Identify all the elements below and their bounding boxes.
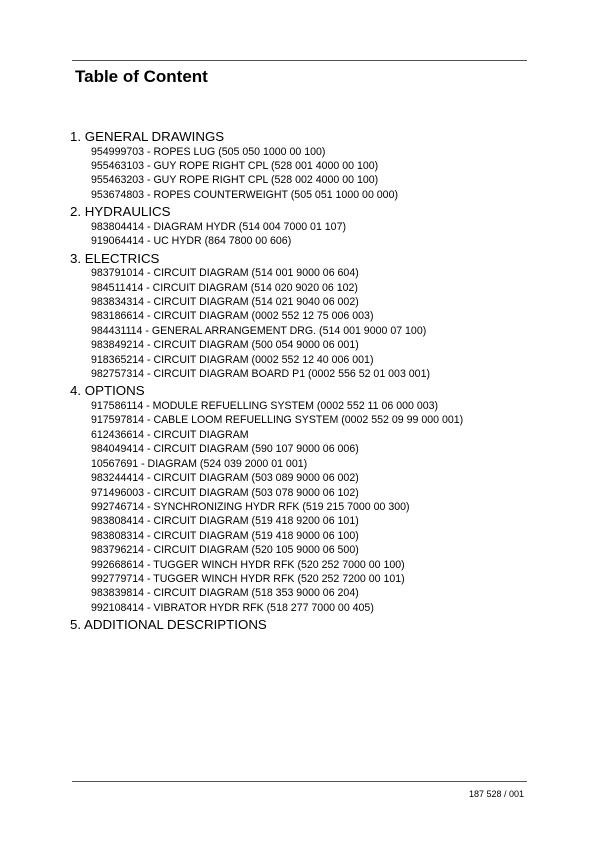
table-of-contents bbox=[70, 129, 530, 635]
document-number: 187 528 / 001 bbox=[468, 789, 524, 799]
section-item-list bbox=[70, 145, 530, 203]
toc-entry: 10567691 - DIAGRAM (524 039 2000 01 001) bbox=[91, 457, 308, 470]
header-rule bbox=[72, 60, 527, 61]
toc-entry: 955463203 - GUY ROPE RIGHT CPL (528 002 4000 00 100) bbox=[91, 174, 379, 187]
toc-entry: 918365214 - CIRCUIT DIAGRAM (0002 552 12 40 006 001) bbox=[91, 353, 374, 366]
toc-entry: 984511414 - CIRCUIT DIAGRAM (514 020 9020 06 102) bbox=[91, 281, 358, 294]
toc-entry: 992779714 - TUGGER WINCH HYDR RFK (520 252 7200 00 101) bbox=[91, 572, 405, 585]
toc-entry: 953674803 - ROPES COUNTERWEIGHT (505 051 1000 00 000) bbox=[91, 188, 398, 201]
footer-rule bbox=[72, 781, 527, 782]
toc-entry: 954999703 - ROPES LUG (505 050 1000 00 100) bbox=[91, 145, 326, 158]
toc-entry: 983804414 - DIAGRAM HYDR (514 004 7000 01 107) bbox=[91, 220, 346, 233]
toc-entry: 983849214 - CIRCUIT DIAGRAM (500 054 9000 06 001) bbox=[91, 339, 359, 352]
toc-entry: 955463103 - GUY ROPE RIGHT CPL (528 001 4000 00 100) bbox=[91, 160, 379, 172]
section-item-list bbox=[70, 266, 530, 381]
section-heading: 1. GENERAL DRAWINGS bbox=[70, 129, 225, 144]
section-item-list bbox=[70, 220, 530, 249]
toc-entry: 983796214 - CIRCUIT DIAGRAM (520 105 9000 06 500) bbox=[91, 544, 359, 557]
toc-entry: 983808314 - CIRCUIT DIAGRAM (519 418 9000 06 100) bbox=[91, 529, 359, 542]
section-heading: 4. OPTIONS bbox=[70, 383, 145, 399]
toc-entry: 983839814 - CIRCUIT DIAGRAM (518 353 9000 06 204) bbox=[91, 587, 359, 600]
section-item-list bbox=[70, 399, 530, 615]
toc-entry: 612436614 - CIRCUIT DIAGRAM bbox=[91, 428, 249, 441]
toc-entry: 992746714 - SYNCHRONIZING HYDR RFK (519 215 7000 00 300) bbox=[91, 500, 410, 513]
toc-entry: 992668614 - TUGGER WINCH HYDR RFK (520 252 7000 00 100) bbox=[91, 558, 405, 571]
toc-entry: 919064414 - UC HYDR (864 7800 00 606) bbox=[91, 235, 292, 248]
section-heading: 3. ELECTRICS bbox=[70, 250, 160, 266]
page-title: Table of Content bbox=[75, 67, 208, 86]
toc-entry: 917597814 - CABLE LOOM REFUELLING SYSTEM (0002 552 09 99 000 001) bbox=[91, 414, 464, 427]
toc-entry: 982757314 - CIRCUIT DIAGRAM BOARD P1 (0002 556 52 01 003 001) bbox=[91, 368, 430, 381]
toc-entry: 984049414 - CIRCUIT DIAGRAM (590 107 9000 06 006) bbox=[91, 443, 359, 456]
toc-entry: 983834314 - CIRCUIT DIAGRAM (514 021 9040 06 002) bbox=[91, 296, 359, 309]
toc-entry: 984431114 - GENERAL ARRANGEMENT DRG. (514 001 9000 07 100) bbox=[91, 324, 427, 337]
toc-entry: 983808414 - CIRCUIT DIAGRAM (519 418 9200 06 101) bbox=[91, 515, 359, 528]
section-heading: 5. ADDITIONAL DESCRIPTIONS bbox=[70, 617, 267, 633]
toc-entry: 992108414 - VIBRATOR HYDR RFK (518 277 7000 00 405) bbox=[91, 601, 374, 614]
toc-entry: 971496003 - CIRCUIT DIAGRAM (503 078 9000 06 102) bbox=[91, 486, 359, 499]
toc-entry: 983186614 - CIRCUIT DIAGRAM (0002 552 12 75 006 003) bbox=[91, 310, 374, 323]
toc-entry: 917586114 - MODULE REFUELLING SYSTEM (0002 552 11 06 000 003) bbox=[91, 400, 439, 413]
section-heading: 2. HYDRAULICS bbox=[70, 204, 171, 220]
toc-entry: 983244414 - CIRCUIT DIAGRAM (503 089 9000 06 002) bbox=[91, 472, 359, 485]
toc-entry: 983791014 - CIRCUIT DIAGRAM (514 001 9000 06 604) bbox=[91, 267, 359, 280]
